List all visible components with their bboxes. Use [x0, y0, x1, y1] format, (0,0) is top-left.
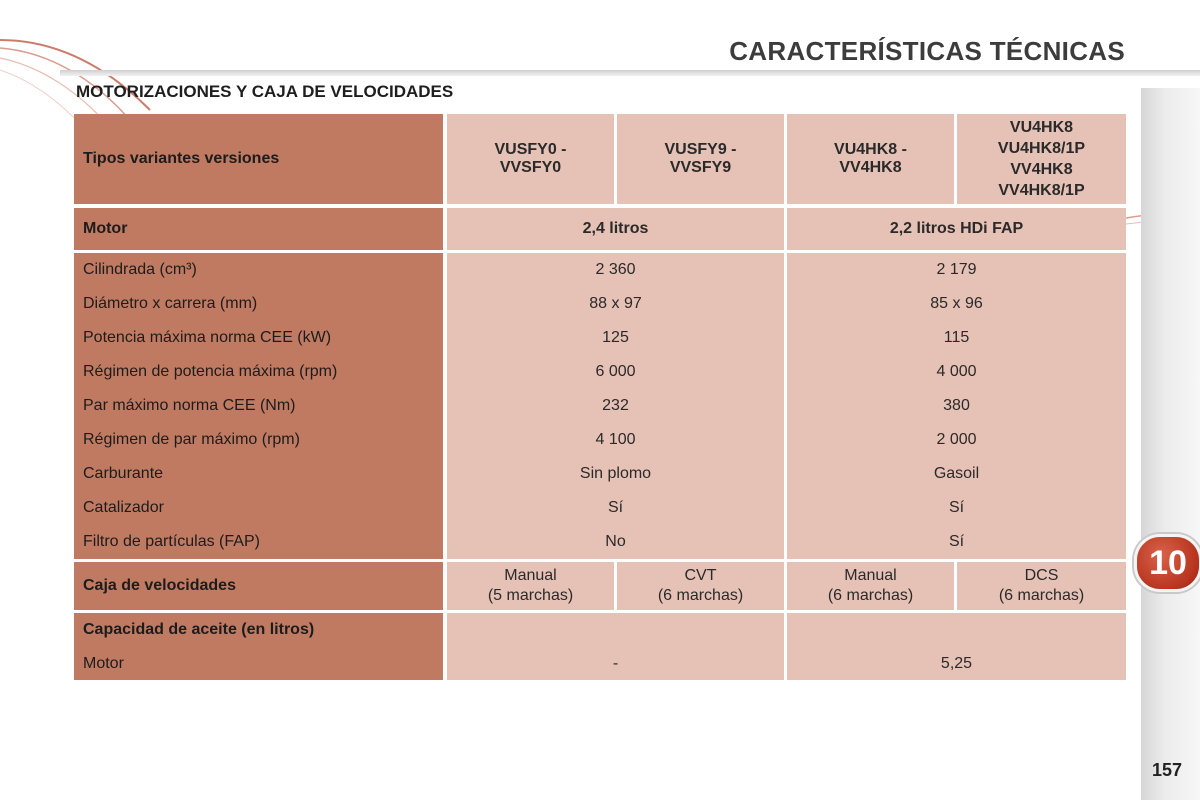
gearbox-detail: (6 marchas) — [657, 587, 744, 604]
spec-label: Par máximo norma CEE (Nm) — [83, 397, 296, 414]
spec-value: 2 000 — [936, 431, 977, 448]
oil-spacer — [787, 613, 1126, 647]
page-number: 157 — [1152, 760, 1183, 780]
spec-value: 2 360 — [595, 261, 636, 278]
spec-label: Potencia máxima norma CEE (kW) — [83, 329, 332, 346]
gearbox-label: Caja de velocidades — [74, 562, 443, 610]
motor-value: 2,4 litros — [447, 208, 784, 250]
spec-label: Carburante — [83, 465, 164, 482]
gearbox-detail: (6 marchas) — [827, 587, 914, 604]
gearbox-type: DCS — [1024, 567, 1059, 584]
spec-label: Diámetro x carrera (mm) — [83, 295, 258, 312]
version-line: VV4HK8/1P — [998, 182, 1085, 199]
version-text — [494, 141, 566, 177]
version-cell — [787, 114, 954, 204]
spec-value: 6 000 — [595, 363, 636, 380]
page-header-title: CARACTERÍSTICAS TÉCNICAS — [729, 36, 1125, 66]
gearbox-type: Manual — [844, 567, 897, 584]
gearbox-cell — [447, 562, 614, 610]
versions-label: Tipos variantes versiones — [74, 114, 443, 204]
spec-value: 88 x 97 — [589, 295, 642, 312]
oil-value-cell — [447, 613, 784, 680]
spec-value: 2 179 — [936, 261, 977, 278]
spec-values-column-1 — [447, 253, 784, 559]
oil-spacer — [447, 613, 784, 647]
gearbox-detail: (5 marchas) — [487, 587, 574, 604]
spec-value: 125 — [602, 329, 629, 346]
gearbox-type: CVT — [684, 567, 717, 584]
spec-label: Filtro de partículas (FAP) — [83, 533, 260, 550]
gearbox-cell — [617, 562, 784, 610]
gearbox-text — [658, 566, 743, 606]
version-cell — [957, 114, 1126, 204]
version-line: VVSFY9 — [669, 159, 732, 176]
section-title: MOTORIZACIONES Y CAJA DE VELOCIDADES — [76, 82, 454, 101]
side-tab-strip — [1141, 88, 1200, 800]
motor-label: Motor — [74, 208, 443, 250]
spec-label: Régimen de potencia máxima (rpm) — [83, 363, 338, 380]
spec-label: Cilindrada (cm³) — [83, 261, 197, 278]
gearbox-cell — [787, 562, 954, 610]
oil-label: Capacidad de aceite (en litros) — [83, 621, 315, 638]
spec-values-column-2 — [787, 253, 1126, 559]
spec-value: Sí — [948, 533, 965, 550]
version-line: VU4HK8 — [1009, 119, 1074, 136]
spec-value: No — [605, 533, 626, 550]
version-line: VV4HK8 — [839, 159, 902, 176]
spec-value: Gasoil — [933, 465, 980, 482]
version-line: VUSFY0 - — [494, 141, 567, 158]
spec-value: Sí — [948, 499, 965, 516]
gearbox-cell — [957, 562, 1126, 610]
version-line: VVSFY0 — [499, 159, 562, 176]
oil-motor-label: Motor — [83, 655, 124, 672]
version-text — [664, 141, 736, 177]
gearbox-text — [828, 566, 913, 606]
oil-labels-cell — [74, 613, 443, 680]
spec-value: 4 000 — [936, 363, 977, 380]
spec-value: 85 x 96 — [930, 295, 983, 312]
chapter-badge: 10 — [1134, 534, 1200, 592]
version-line: VU4HK8 - — [834, 141, 907, 158]
spec-value: 4 100 — [595, 431, 636, 448]
version-line: VV4HK8 — [1010, 161, 1073, 178]
version-cell — [617, 114, 784, 204]
spec-value: Sí — [607, 499, 624, 516]
version-text — [834, 141, 907, 177]
motor-value: 2,2 litros HDi FAP — [787, 208, 1126, 250]
spec-label: Catalizador — [83, 499, 164, 516]
spec-value: 380 — [943, 397, 970, 414]
spec-value: 232 — [602, 397, 629, 414]
version-cell — [447, 114, 614, 204]
gearbox-detail: (6 marchas) — [998, 587, 1085, 604]
spec-label: Régimen de par máximo (rpm) — [83, 431, 300, 448]
spec-value: 115 — [943, 329, 970, 346]
oil-value: - — [612, 655, 619, 672]
gearbox-text — [488, 566, 573, 606]
gearbox-type: Manual — [504, 567, 557, 584]
header-rule — [60, 70, 1200, 76]
spec-labels-column — [74, 253, 443, 559]
oil-value: 5,25 — [940, 655, 973, 672]
version-line: VUSFY9 - — [664, 141, 737, 158]
gearbox-text — [999, 566, 1084, 606]
spec-value: Sin plomo — [579, 465, 652, 482]
version-line: VU4HK8/1P — [997, 140, 1086, 157]
version-text — [998, 117, 1085, 201]
oil-value-cell — [787, 613, 1126, 680]
